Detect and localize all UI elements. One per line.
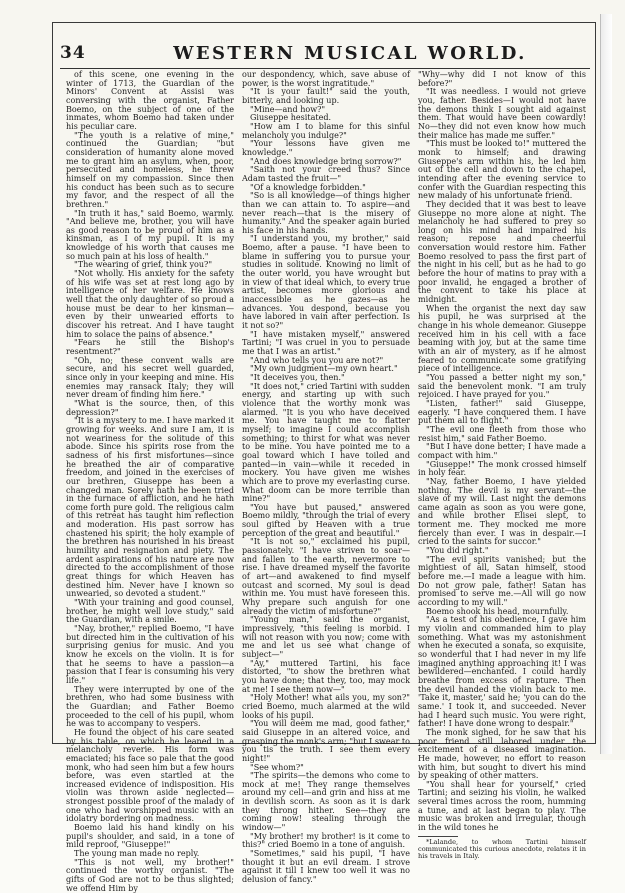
footnote-rule bbox=[418, 836, 458, 837]
paragraph: "Ay," muttered Tartini, his face distorted, "to show the brethren what you have done; that they, too, may mock at me! I see them now—" bbox=[242, 658, 410, 694]
paragraph: "Fears he still the Bishop's resentment?" bbox=[66, 338, 234, 356]
paragraph: "Not wholly. His anxiety for the safety of his wife was set at rest long ago by intelligence of her welfare. He knows well that the only daughter of so proud a house must be dear to her kinsman—even by their unwearied efforts to discover his retreat. And I have taught him to solace the pains of absence." bbox=[66, 269, 234, 339]
running-head: WESTERN MUSICAL WORLD. bbox=[173, 42, 527, 64]
paragraph: When the organist the next day saw his pupil, he was surprised at the change in his whole demeanor. Giuseppe received him in his cell with a face beaming with joy, but at the same time with an air of mystery, as if he almost feared to communicate some gratifying piece of intelligence. bbox=[418, 303, 586, 374]
paragraph: "Giuseppe!" The monk crossed himself in holy fear. bbox=[418, 459, 586, 478]
paragraph: "It is a mystery to me. I have marked it growing for weeks. And sure I am, it is not weariness for the solitude of this abode. Since his spirits rose from the sadness of his first misfortunes—since he breathed the air of comparative freedom, and joined in the exercises of our brethren, Giuseppe has been a changed man. Sorely hath he been tried in the furnace of affliction, and he hath come forth pure gold. The religious calm of this retreat has taught him reflection and moderation. His past sorrow has chastened his spirit; the holy example of the brethren has nourished in his breast humility and resignation and piety. The ardent aspirations of his nature are now directed to the accomplishment of those great things for which Heaven has destined him. Never have I known so unwearied, so devoted a student." bbox=[66, 416, 234, 599]
paragraph: "As a test of his obedience, I gave him my violin and commanded him to play something. What was my astonishment when he executed a sonata, so exquisite, so wonderful that I had never in my life imagined anything approaching it! I was bewildered—enchanted. I could hardly breathe from excess of rapture. Then the devil handed the violin back to me. 'Take it, master,' said he; 'you can do the same.' I took it, and succeeded. Never had I heard such music. You were right, father! I have done wrong to despair." bbox=[418, 615, 586, 729]
paragraph: "My brother! my brother! is it come to this?" cried Boemo in a tone of anguish. bbox=[242, 831, 410, 850]
paragraph: "Of a knowledge forbidden." bbox=[250, 182, 366, 192]
paragraph: "And who tells you you are not?" bbox=[250, 355, 384, 365]
text-columns bbox=[62, 70, 590, 893]
column-middle bbox=[238, 70, 414, 885]
paragraph: "Young man," said the organist, impressively, "this feeling is morbid. I will not reason with you now; come with me and let us see what change of subject—" bbox=[242, 615, 410, 659]
footnote: *Lalande, to whom Tartini himself communicated this curious anecdote, relates it in his travels in Italy. bbox=[418, 837, 586, 861]
paragraph: "With your training and good counsel, brother, he might well love study," said the Guardian, with a smile. bbox=[66, 598, 234, 625]
paragraph: Boemo shook his head, mournfully. bbox=[426, 606, 569, 616]
paragraph: "Oh, no; these convent walls are secure, and his secret well guarded, since only in your keeping and mine. His enemies may ransack Italy; they will never dream of finding him here." bbox=[66, 355, 234, 400]
paragraph: "You will deem me mad, good father," said Giuseppe in an altered voice, and grasping the monk's arm; "but I swear to you tis the truth. I see them every night!" bbox=[242, 719, 410, 763]
paragraph: "Holy Mother! what ails you, my son?" cried Boemo, much alarmed at the wild looks of his pupil. bbox=[242, 693, 410, 720]
paragraph: "So is all knowledge—of things higher than we can attain to. To aspire—and never reach—that is the misery of humanity." And the speaker again buried his face in his hands. bbox=[242, 191, 410, 235]
paragraph: "You have but paused," answered Boemo mildly, "through the trial of every soul gifted by Heaven with a true perception of the great and beautiful." bbox=[242, 502, 410, 538]
paragraph: "But I have done better; I have made a compact with him." bbox=[418, 442, 586, 460]
header-rule bbox=[60, 68, 590, 69]
paragraph: "The evil one fleeth from those who resist him," said Father Boemo. bbox=[418, 424, 586, 443]
page-number: 34 bbox=[60, 43, 86, 63]
paragraph: They decided that it was best to leave Giuseppe no more alone at night. The melancholy he had suffered to prey so long on his mind had impaired his reason; repose and cheerful conversation would restore him. Father Boemo resolved to pass the first part of the night in his cell, but as he had to go before the hour of matins to pray with a poor invalid, he engaged a brother of the convent to take his place at midnight. bbox=[418, 199, 586, 305]
paragraph: "This is not well, my brother!" continued the worthy organist. "The gifts of God are not to be thus slighted; we offend Him by bbox=[66, 857, 234, 893]
paragraph: "In truth it has," said Boemo, warmly. "And believe me, brother, you will have as good reason to be proud of him as a kinsman, as I of my pupil. It is my knowledge of his worth that causes me so much pain at his loss of health." bbox=[66, 208, 234, 261]
paragraph: The monk sighed, for he saw that his poor friend still labored under the excitement of a diseased imagination. He made, however, no effort to reason with him, but sought to divert his mind by speaking of other matters. bbox=[418, 727, 586, 781]
paragraph: "It does not," cried Tartini with sudden energy, and starting up with such violence that the worthy monk was alarmed. "It is you who have deceived me. You have taught me to flatter myself; to imagine I could accomplish something; to thirst for what was never to be mine. You have pointed me to a goal toward which I have toiled and panted—in vain—while it receded in mockery. You have given me wishes which are to prove my everlasting curse. What doom can be more terrible than mine?" bbox=[242, 381, 410, 504]
paragraph: "See whom?" bbox=[250, 762, 304, 772]
paragraph: "The youth is a relative of mine," continued the Guardian; "but consideration of humanity alone moved me to grant him an asylum, when, poor, persecuted and homeless, he threw himself on my compassion. Since then his conduct has been such as to secure my favor, and the respect of all the brethren." bbox=[66, 130, 234, 209]
paragraph: He found the object of his care seated by his table, on which he leaned in a melancholy reverie. His form was emaciated; his face so pale that the good monk, who had seen him but a few hours before, was even startled at the increased evidence of indisposition. His violin was thrown aside neglected—strongest possible proof of the malady of one who had worshipped music with an idolatry bordering on madness. bbox=[66, 727, 235, 824]
paragraph: "The evil spirits vanished; but the mightiest of all, Satan himself, stood before me.—I made a league with him. Do not grow pale, father! Satan has promised to serve me.—All will go now according to my will." bbox=[418, 554, 586, 608]
paragraph: "You shall hear for yourself," cried Tartini; and seizing his violin, he walked several times across the room, humming a tune, and at last began to play. The music was broken and irregular, though in the wild tones he bbox=[418, 779, 586, 833]
paragraph: "This must be looked to!" muttered the monk to himself; and drawing Giuseppe's arm within his, he led him out of the cell and down to the chapel, intending after the evening service to confer with the Guardian respecting this new malady of his unfortunate friend. bbox=[418, 139, 586, 201]
column-right bbox=[414, 70, 590, 861]
paragraph: "How am I to blame for this sinful melancholy you indulge?" bbox=[242, 121, 410, 140]
paragraph: "And does knowledge bring sorrow?" bbox=[250, 156, 402, 166]
paragraph: "Sometimes," said his pupil, "I have thought it but an evil dream. I strove against it till I knew too well it was no delusion of fancy." bbox=[242, 849, 410, 885]
paragraph: "I have mistaken myself," answered Tartini; "I was cruel in you to persuade me that I was an artist." bbox=[242, 329, 410, 356]
column-left bbox=[62, 70, 238, 893]
paragraph: "The spirits—the demons who come to mock at me! They range themselves around my cell—and grin and hiss at me in devilish scorn. As soon as it is dark they throng hither. See—they are coming now! stealing through the window—" bbox=[242, 771, 410, 833]
page-edge bbox=[600, 14, 612, 754]
paragraph: "Your lessons have given me knowledge." bbox=[242, 139, 410, 157]
paragraph: "You did right." bbox=[426, 546, 489, 556]
paragraph: "Saith not your creed thus? Since Adam tasted the fruit—" bbox=[242, 165, 410, 183]
paragraph: They were interrupted by one of the brethren, who had some business with the Guardian; and Father Boemo proceeded to the cell of his pupil, whom he was to accompany to vespers. bbox=[66, 684, 234, 729]
paragraph: "It deceives you, then." bbox=[250, 372, 345, 382]
page-header bbox=[60, 38, 590, 68]
paragraph: "Mine—and how?" bbox=[250, 104, 326, 114]
paragraph: "It was needless. I would not grieve you, father. Besides—I would not have the demons think I sought aid against them. That would have been cowardly! No—they did not even know how much their malice has made me suffer." bbox=[418, 87, 586, 140]
paragraph: The young man made no reply. bbox=[74, 849, 200, 859]
paragraph: "It is not so," exclaimed his pupil, passionately. "I have striven to soar—and fallen to the earth, nevermore to rise. I have dreamed myself the favorite of art—and awakened to find myself outcast and scorned. My soul is dead within me. You must have foreseen this. Why prepare such anguish for one already the victim of misfortune?" bbox=[242, 537, 410, 616]
paragraph: "The wearing of grief, think you?" bbox=[74, 260, 213, 270]
paragraph: "I understand you, my brother," said Boemo, after a pause. "I have been to blame in suffering you to pursue your studies in solitude. Knowing no limit of the outer world, you have wrought but in view of that ideal which, to every true artist, becomes more glorious and inaccessible as he gazes—as he advances. You despond, because you have labored in vain after perfection. Is it not so?" bbox=[242, 234, 410, 331]
paragraph: "Why—why did I not know of this before?" bbox=[418, 70, 586, 88]
paragraph: "Nay, brother," replied Boemo, "I have but directed him in the cultivation of his surprising genius for music. And you know he excels on the violin. It is for that he seems to have a passion—a passion that I fear is consuming his very life." bbox=[66, 624, 234, 685]
paragraph: our despondency, which, save abuse of power, is the worst ingratitude." bbox=[242, 70, 410, 88]
paragraph: "What is the source, then, of this depression?" bbox=[66, 398, 234, 417]
paragraph: "My own judgment—my own heart." bbox=[250, 364, 398, 374]
paragraph: of this scene, one evening in the winter of 1713, the Guardian of the Minors' Convent at Assisi was conversing with the organist, Father Boemo, on the subject of one of the inmates, whom Boemo had taken under his peculiar care. bbox=[66, 70, 234, 131]
paragraph: "Nay, father Boemo, I have yielded nothing. The devil is my servant—the slave of my will. Last night the demons came again as soon as you were gone, and while brother Elisei slept, to torment me. They mocked me more fiercely than ever. I was in despair.—I cried to the saints for succor." bbox=[418, 476, 586, 547]
paragraph: "Listen, father!" said Giuseppe, eagerly. "I have conquered them. I have put them all to flight." bbox=[418, 398, 586, 426]
paragraph: Giuseppe hesitated. bbox=[250, 113, 332, 123]
paragraph: Boemo laid his hand kindly on his pupil's shoulder, and said, in a tone of mild reproof, "Giuseppe!" bbox=[66, 823, 234, 850]
paragraph: "You passed a better night my son," said the benevolent monk. "I am truly rejoiced. I have prayed for you." bbox=[418, 372, 586, 400]
paragraph: "It is your fault!" said the youth, bitterly, and looking up. bbox=[242, 87, 410, 105]
